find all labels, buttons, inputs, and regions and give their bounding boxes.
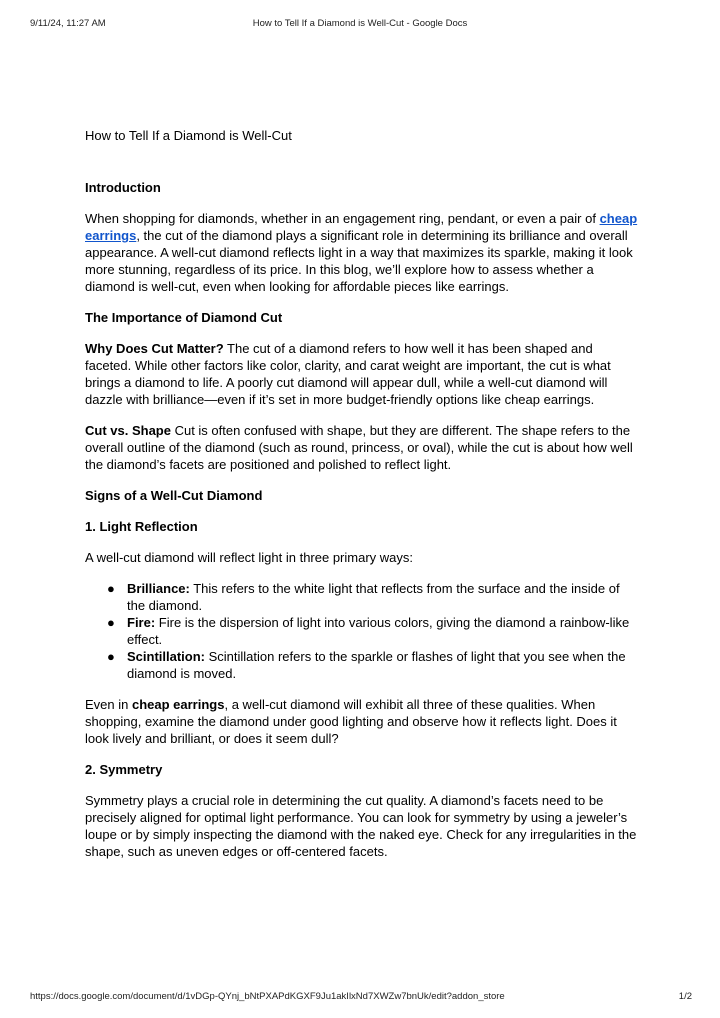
bullet-icon: ● — [107, 615, 115, 630]
light-types-list — [85, 580, 640, 682]
cut-vs-shape-paragraph — [85, 422, 640, 473]
list-item — [85, 614, 640, 648]
cut-vs-shape-label: Cut vs. Shape — [85, 423, 171, 438]
intro-text-start: When shopping for diamonds, whether in an engagement ring, pendant, or even a pair of — [85, 211, 600, 226]
heading-light-reflection: 1. Light Reflection — [85, 519, 198, 534]
bullet-icon: ● — [107, 649, 115, 664]
document-body — [85, 127, 640, 860]
even-bold: cheap earrings — [131, 697, 225, 712]
light-intro: A well-cut diamond will reflect light in three primary ways: — [85, 550, 414, 565]
heading-symmetry: 2. Symmetry — [85, 762, 163, 777]
bullet-label: Brilliance: — [127, 581, 190, 596]
intro-paragraph — [85, 210, 640, 295]
list-item — [85, 580, 640, 614]
bullet-icon: ● — [107, 581, 115, 596]
print-footer-url: https://docs.google.com/document/d/1vDGp-QYnj_bNtPXAPdKGXF9Ju1akIlxNd7XWZw7bnUk/edit?addon_store — [30, 991, 505, 1002]
heading-introduction: Introduction — [85, 180, 161, 195]
bullet-label: Scintillation: — [127, 649, 205, 664]
why-text: The cut of a diamond refers to how well it has been shaped and faceted. While other factors like color, clarity, and carat weight are important, the cut is what brings a diamond to life. A poorly cut diamond will appear dull, while a well-cut diamond will dazzle with brilliance—even if it’s set in more budget-friendly options like cheap earrings. — [85, 341, 611, 407]
print-header-title: How to Tell If a Diamond is Well-Cut - Google Docs — [252, 18, 468, 29]
document-title: How to Tell If a Diamond is Well-Cut — [85, 128, 292, 143]
list-item — [85, 648, 640, 682]
heading-importance: The Importance of Diamond Cut — [85, 310, 283, 325]
print-footer-page-number: 1/2 — [678, 991, 692, 1002]
bullet-text: Scintillation refers to the sparkle or flashes of light that you see when the diamond is moved. — [127, 649, 626, 681]
why-paragraph — [85, 340, 640, 408]
heading-signs: Signs of a Well-Cut Diamond — [85, 488, 263, 503]
print-header-datetime: 9/11/24, 11:27 AM — [30, 18, 106, 29]
even-prefix: Even in — [85, 697, 132, 712]
symmetry-paragraph: Symmetry plays a crucial role in determining the cut quality. A diamond’s facets need to be precisely aligned for optimal light performance. You can look for symmetry by using a jeweler’s loupe or by simply inspecting the diamond with the naked eye. Check for any irregularities in the shape, such as uneven edges or off-centered facets. — [85, 793, 637, 859]
intro-text-end: , the cut of the diamond plays a significant role in determining its brilliance and overall appearance. A well-cut diamond reflects light in a way that maximizes its sparkle, making it look more stunning, regardless of its price. In this blog, we’ll explore how to assess whether a diamond is well-cut, even when looking for affordable pieces like earrings. — [85, 228, 633, 294]
bullet-text: This refers to the white light that reflects from the surface and the inside of the diamond. — [127, 581, 620, 613]
cheap-earrings-link[interactable]: cheap earrings — [85, 211, 638, 243]
cut-vs-shape-text: Cut is often confused with shape, but they are different. The shape refers to the overall outline of the diamond (such as round, princess, or oval), while the cut is about how well the diamond’s facets are positioned and polished to reflect light. — [85, 423, 633, 472]
bullet-label: Fire: — [127, 615, 156, 630]
bullet-text: Fire is the dispersion of light into various colors, giving the diamond a rainbow-like effect. — [127, 615, 630, 647]
even-paragraph — [85, 696, 640, 747]
why-label: Why Does Cut Matter? — [85, 341, 224, 356]
even-text: , a well-cut diamond will exhibit all three of these qualities. When shopping, examine the diamond under good lighting and observe how it reflects light. Does it look lively and brilliant, or does it seem dull? — [85, 697, 617, 746]
